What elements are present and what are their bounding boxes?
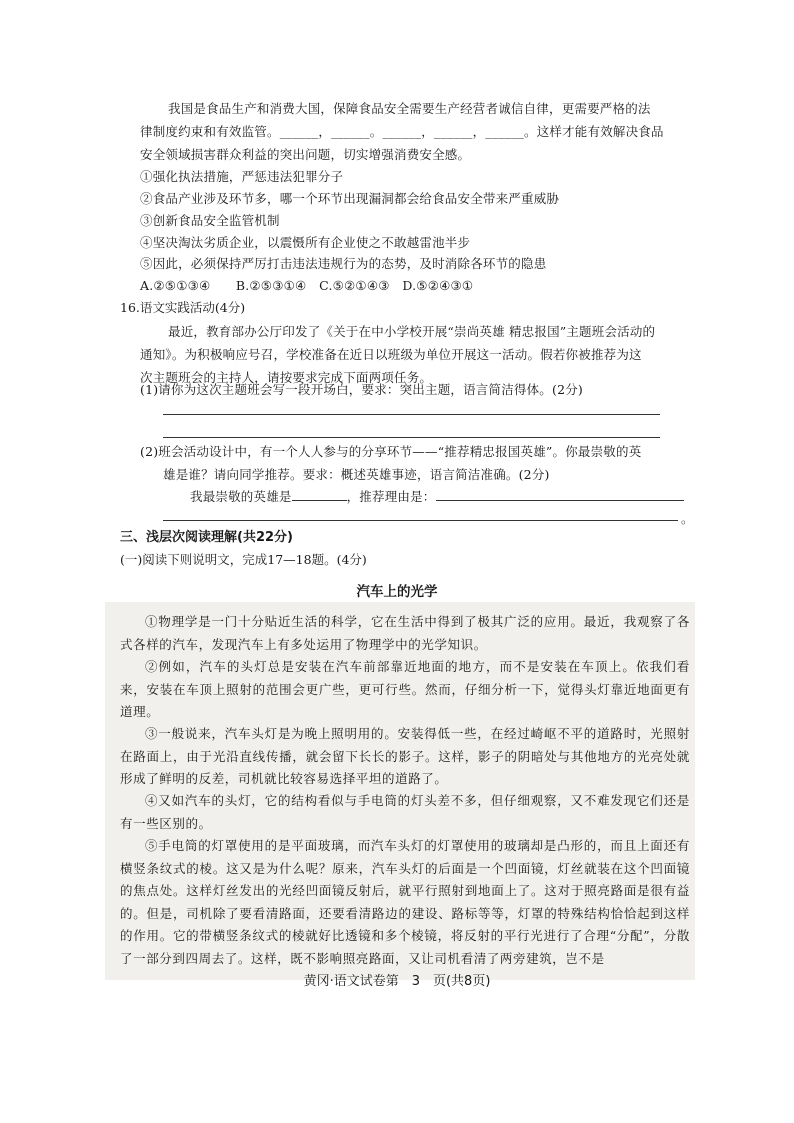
q16-task-1: (1)请你为这次主题班会写一段开场白，要求：突出主题，语言简洁得体。(2分) — [140, 382, 584, 397]
answer-line-1 — [163, 414, 660, 415]
q16-prompt-line-3: 次主题班会的主持人，请按要求完成下面两项任务。 — [140, 370, 433, 385]
q15-item-1: ①强化执法措施，严惩违法犯罪分子 — [140, 169, 344, 184]
article-paragraph-2: ②例如，汽车的头灯总是安装在汽车前部靠近地面的地方，而不是安装在车顶上。依我们看来，安装在车顶上照射的范围会更广些，更可行些。然而，仔细分析一下，觉得头灯靠近地面更有道理。 — [120, 659, 690, 719]
q15-item-2: ②食品产业涉及环节多，哪一个环节出现漏洞都会给食品安全带来严重威胁 — [140, 191, 560, 206]
q15-stem-line-2: 律制度约束和有效监管。______，______。______，______，______。这样才能有效解决食品 — [140, 124, 664, 139]
q16-heading: 16.语文实践活动(4分) — [120, 300, 246, 315]
article-paragraph-1: ①物理学是一门十分贴近生活的科学，它在生活中得到了极其广泛的应用。最近，我观察了各式各样的汽车，发现汽车上有多处运用了物理学中的光学知识。 — [120, 614, 690, 652]
hero-name-blank[interactable] — [292, 500, 347, 501]
article-paragraph-4: ④又如汽车的头灯，它的结构看似与手电筒的灯头差不多，但仔细观察，又不难发现它们还是有一些区别的。 — [120, 793, 690, 831]
q16-prompt-line-2: 通知》。为积极响应号召，学校准备在近日以班级为单位开展这一活动。假若你被推荐为这 — [140, 347, 642, 362]
section-3-subtitle: (一)阅读下则说明文，完成17—18题。(4分) — [120, 552, 367, 567]
article-paragraph-5: ⑤手电筒的灯罩使用的是平面玻璃，而汽车头灯的灯罩使用的玻璃却是凸形的，而且上面还有横竖条纹式的棱。这又是为什么呢？原来，汽车头灯的后面是一个凹面镜，灯丝就装在这个凹面镜的焦点处。这样灯丝发出的光经凹面镜反射后，就平行照射到地面上了。这对于照亮路面是很有益的。但是，司机除了要看清路面，还要看清路边的建设、路标等等，灯罩的特殊结构恰恰起到这样的作用。它的带横竖条纹式的棱就好比透镜和多个棱镜，将反射的平行光进行了合理“分配”，分散了一部分到四周去了。这样，既不影响照亮路面，又让司机看清了两旁建筑，岂不是 — [120, 838, 690, 966]
answer-line-2 — [163, 437, 660, 438]
q16-task-2-line-2: 雄是谁？请向同学推荐。要求：概述英雄事迹，语言简洁准确。(2分) — [163, 467, 550, 482]
hero-label: 我最崇敬的英雄是 — [190, 489, 292, 504]
q16-hero-fill-line — [190, 486, 684, 508]
q15-item-5: ⑤因此，必须保持严厉打击违法违规行为的态势，及时消除各环节的隐患 — [140, 256, 547, 271]
q15-stem-line-1: 我国是食品生产和消费大国，保障食品安全需要生产经营者诚信自律，更需要严格的法 — [168, 101, 651, 116]
reason-end-mark: 。 — [681, 511, 694, 526]
reason-line-2 — [163, 520, 678, 521]
q15-item-4: ④坚决淘汰劣质企业，以震慑所有企业使之不敢越雷池半步 — [140, 235, 471, 250]
q15-item-3: ③创新食品安全监管机制 — [140, 213, 280, 228]
reason-label: ，推荐理由是： — [346, 489, 436, 504]
q15-options: A.②⑤①③④ B.②⑤③①④ C.⑤②①④③ D.⑤②④③① — [140, 278, 474, 293]
q16-task-2-line-1: (2)班会活动设计中，有一个人人参与的分享环节——“推荐精忠报国英雄”。你最崇敬的英 — [140, 444, 642, 459]
article-title: 汽车上的光学 — [356, 584, 438, 600]
q15-stem-line-3: 安全领域损害群众利益的突出问题，切实增强消费安全感。 — [140, 147, 471, 162]
section-3-title: 三、浅层次阅读理解(共22分) — [120, 530, 293, 545]
q16-prompt-line-1: 最近，教育部办公厅印发了《关于在中小学校开展“崇尚英雄 精忠报国”主题班会活动的 — [168, 324, 656, 339]
reason-blank[interactable] — [436, 500, 684, 501]
article-paragraph-3: ③一般说来，汽车头灯是为晚上照明用的。安装得低一些，在经过崎岖不平的道路时，光照射在路面上，由于光沿直线传播，就会留下长长的影子。这样，影子的阴暗处与其他地方的光亮处就形成了鲜明的反差，司机就比较容易选择平坦的道路了。 — [120, 726, 690, 786]
page-footer: 黄冈·语文试卷第 3 页(共8页) — [303, 974, 491, 989]
